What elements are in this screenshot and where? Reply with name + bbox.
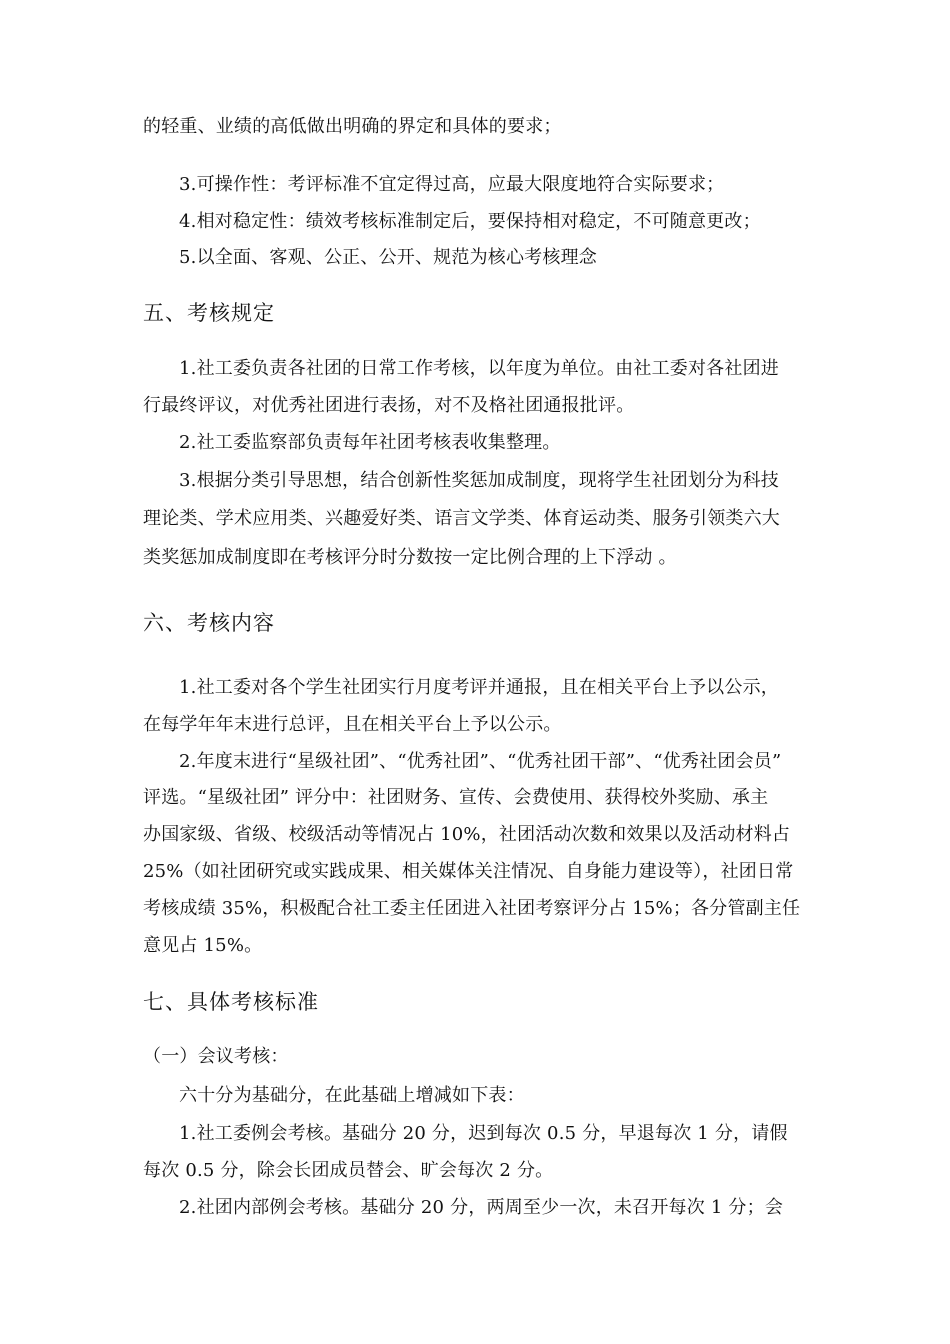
paragraph-line: 行最终评议，对优秀社团进行表扬，对不及格社团通报批评。 <box>143 395 635 416</box>
paragraph-line: 考核成绩 35%，积极配合社工委主任团进入社团考察评分占 15%；各分管副主任 <box>143 898 801 919</box>
paragraph-line: 2.社团内部例会考核。基础分 20 分，两周至少一次，未召开每次 1 分；会 <box>179 1197 784 1218</box>
paragraph-line: 2.社工委监察部负责每年社团考核表收集整理。 <box>179 432 561 453</box>
list-item-operability: 3.可操作性：考评标准不宜定得过高，应最大限度地符合实际要求； <box>179 174 725 195</box>
paragraph-line: 1.社工委负责各社团的日常工作考核，以年度为单位。由社工委对各社团进 <box>179 358 779 379</box>
section-heading-6: 六、考核内容 <box>143 611 275 635</box>
paragraph-line: 理论类、学术应用类、兴趣爱好类、语言文学类、体育运动类、服务引领类六大 <box>143 508 780 529</box>
paragraph-line: 每次 0.5 分，除会长团成员替会、旷会每次 2 分。 <box>143 1160 554 1181</box>
paragraph-line: 意见占 15%。 <box>143 935 263 956</box>
paragraph-line: 1.社工委对各个学生社团实行月度考评并通报，且在相关平台上予以公示， <box>179 677 779 698</box>
subsection-heading: （一）会议考核： <box>143 1046 289 1067</box>
list-item-stability: 4.相对稳定性：绩效考核标准制定后，要保持相对稳定，不可随意更改； <box>179 211 761 232</box>
paragraph-line: 3.根据分类引导思想，结合创新性奖惩加成制度，现将学生社团划分为科技 <box>179 470 779 491</box>
paragraph-line: 在每学年年末进行总评，且在相关平台上予以公示。 <box>143 714 562 735</box>
paragraph-line: 1.社工委例会考核。基础分 20 分，迟到每次 0.5 分，早退每次 1 分，请假 <box>179 1123 788 1144</box>
paragraph-line: 的轻重、业绩的高低做出明确的界定和具体的要求； <box>143 116 562 137</box>
section-heading-7: 七、具体考核标准 <box>143 990 319 1014</box>
paragraph-line: 六十分为基础分，在此基础上增减如下表： <box>179 1085 525 1106</box>
paragraph-line: 类奖惩加成制度即在考核评分时分数按一定比例合理的上下浮动 。 <box>143 547 677 568</box>
paragraph-line: 评选。“星级社团” 评分中：社团财务、宣传、会费使用、获得校外奖励、承主 <box>143 787 769 808</box>
paragraph-line: 办国家级、省级、校级活动等情况占 10%，社团活动次数和效果以及活动材料占 <box>143 824 791 845</box>
paragraph-line: 25%（如社团研究或实践成果、相关媒体关注情况、自身能力建设等），社团日常 <box>143 861 794 882</box>
section-heading-5: 五、考核规定 <box>143 301 275 325</box>
list-item-core-principle: 5.以全面、客观、公正、公开、规范为核心考核理念 <box>179 247 597 268</box>
paragraph-line: 2.年度末进行“星级社团”、“优秀社团”、“优秀社团干部”、“优秀社团会员” <box>179 751 782 772</box>
